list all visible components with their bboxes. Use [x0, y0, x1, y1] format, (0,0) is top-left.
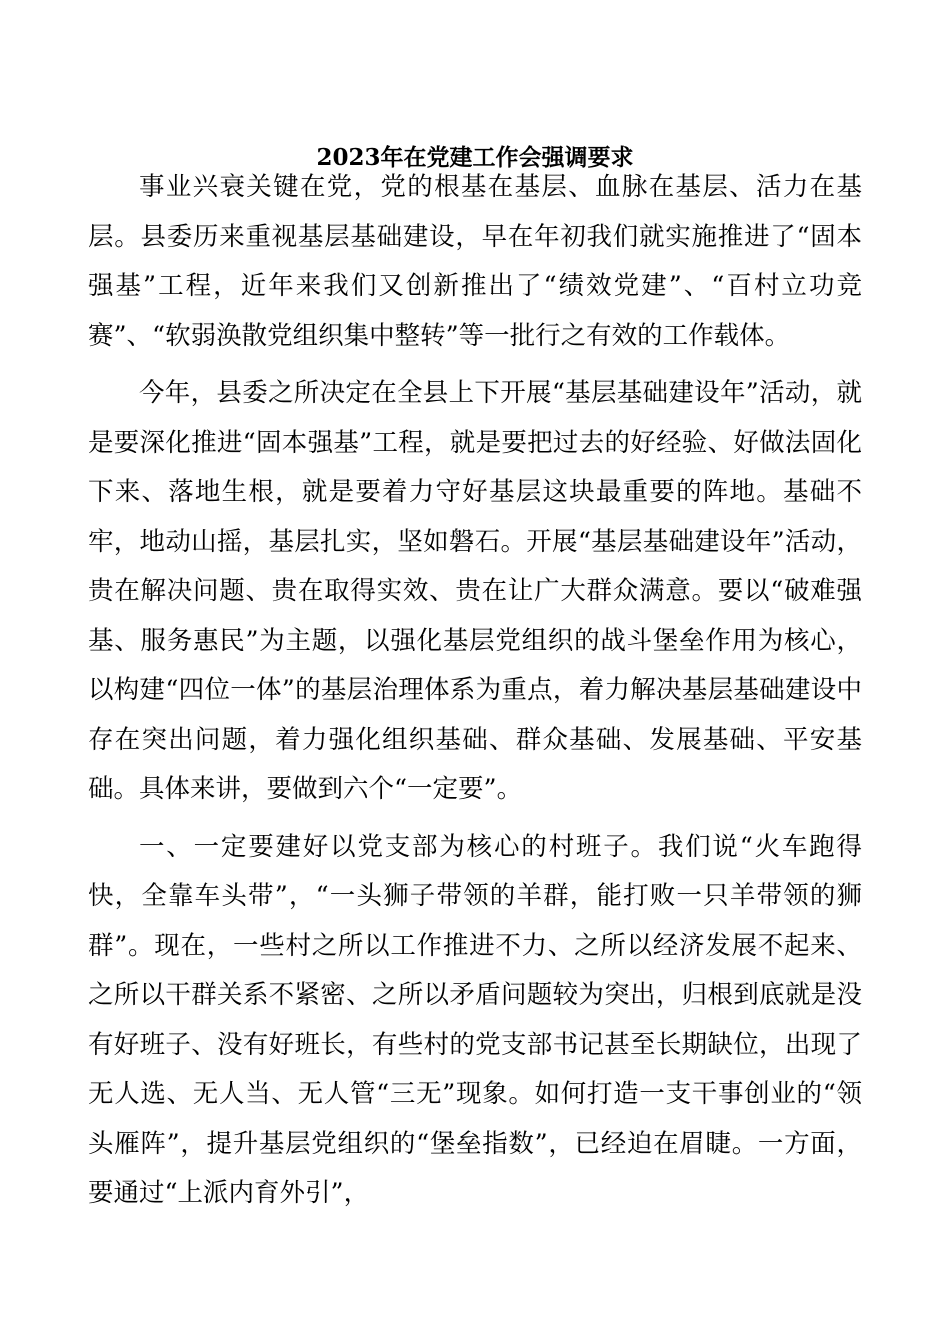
- document-body: [88, 163, 862, 1227]
- paragraph-1: 事业兴衰关键在党，党的根基在基层、血脉在基层、活力在基层。县委历来重视基层基础建设，早在年初我们就实施推进了“固本强基”工程，近年来我们又创新推出了“绩效党建”、“百村立功竞赛”、“软弱涣散党组织集中整转”等一批行之有效的工作载体。: [88, 172, 862, 351]
- document-title: 2023年在党建工作会强调要求: [316, 144, 634, 171]
- paragraph-3: 一、一定要建好以党支部为核心的村班子。我们说“火车跑得快，全靠车头带”，“一头狮子带领的羊群，能打败一只羊带领的狮群”。现在，一些村之所以工作推进不力、之所以经济发展不起来、之所以干群关系不紧密、之所以矛盾问题较为突出，归根到底就是没有好班子、没有好班长，有些村的党支部书记甚至长期缺位，出现了无人选、无人当、无人管“三无”现象。如何打造一支干事创业的“领头雁阵”，提升基层党组织的“堡垒指数”，已经迫在眉睫。一方面，要通过“上派内育外引”，: [88, 831, 862, 1208]
- paragraph-2: 今年，县委之所决定在全县上下开展“基层基础建设年”活动，就是要深化推进“固本强基”工程，就是要把过去的好经验、好做法固化下来、落地生根，就是要着力守好基层这块最重要的阵地。基础不牢，地动山摇，基层扎实，坚如磐石。开展“基层基础建设年”活动，贵在解决问题、贵在取得实效、贵在让广大群众满意。要以“破难强基、服务惠民”为主题，以强化基层党组织的战斗堡垒作用为核心，以构建“四位一体”的基层治理体系为重点，着力解决基层基础建设中存在突出问题，着力强化组织基础、群众基础、发展基础、平安基础。具体来讲，要做到六个“一定要”。: [88, 378, 862, 804]
